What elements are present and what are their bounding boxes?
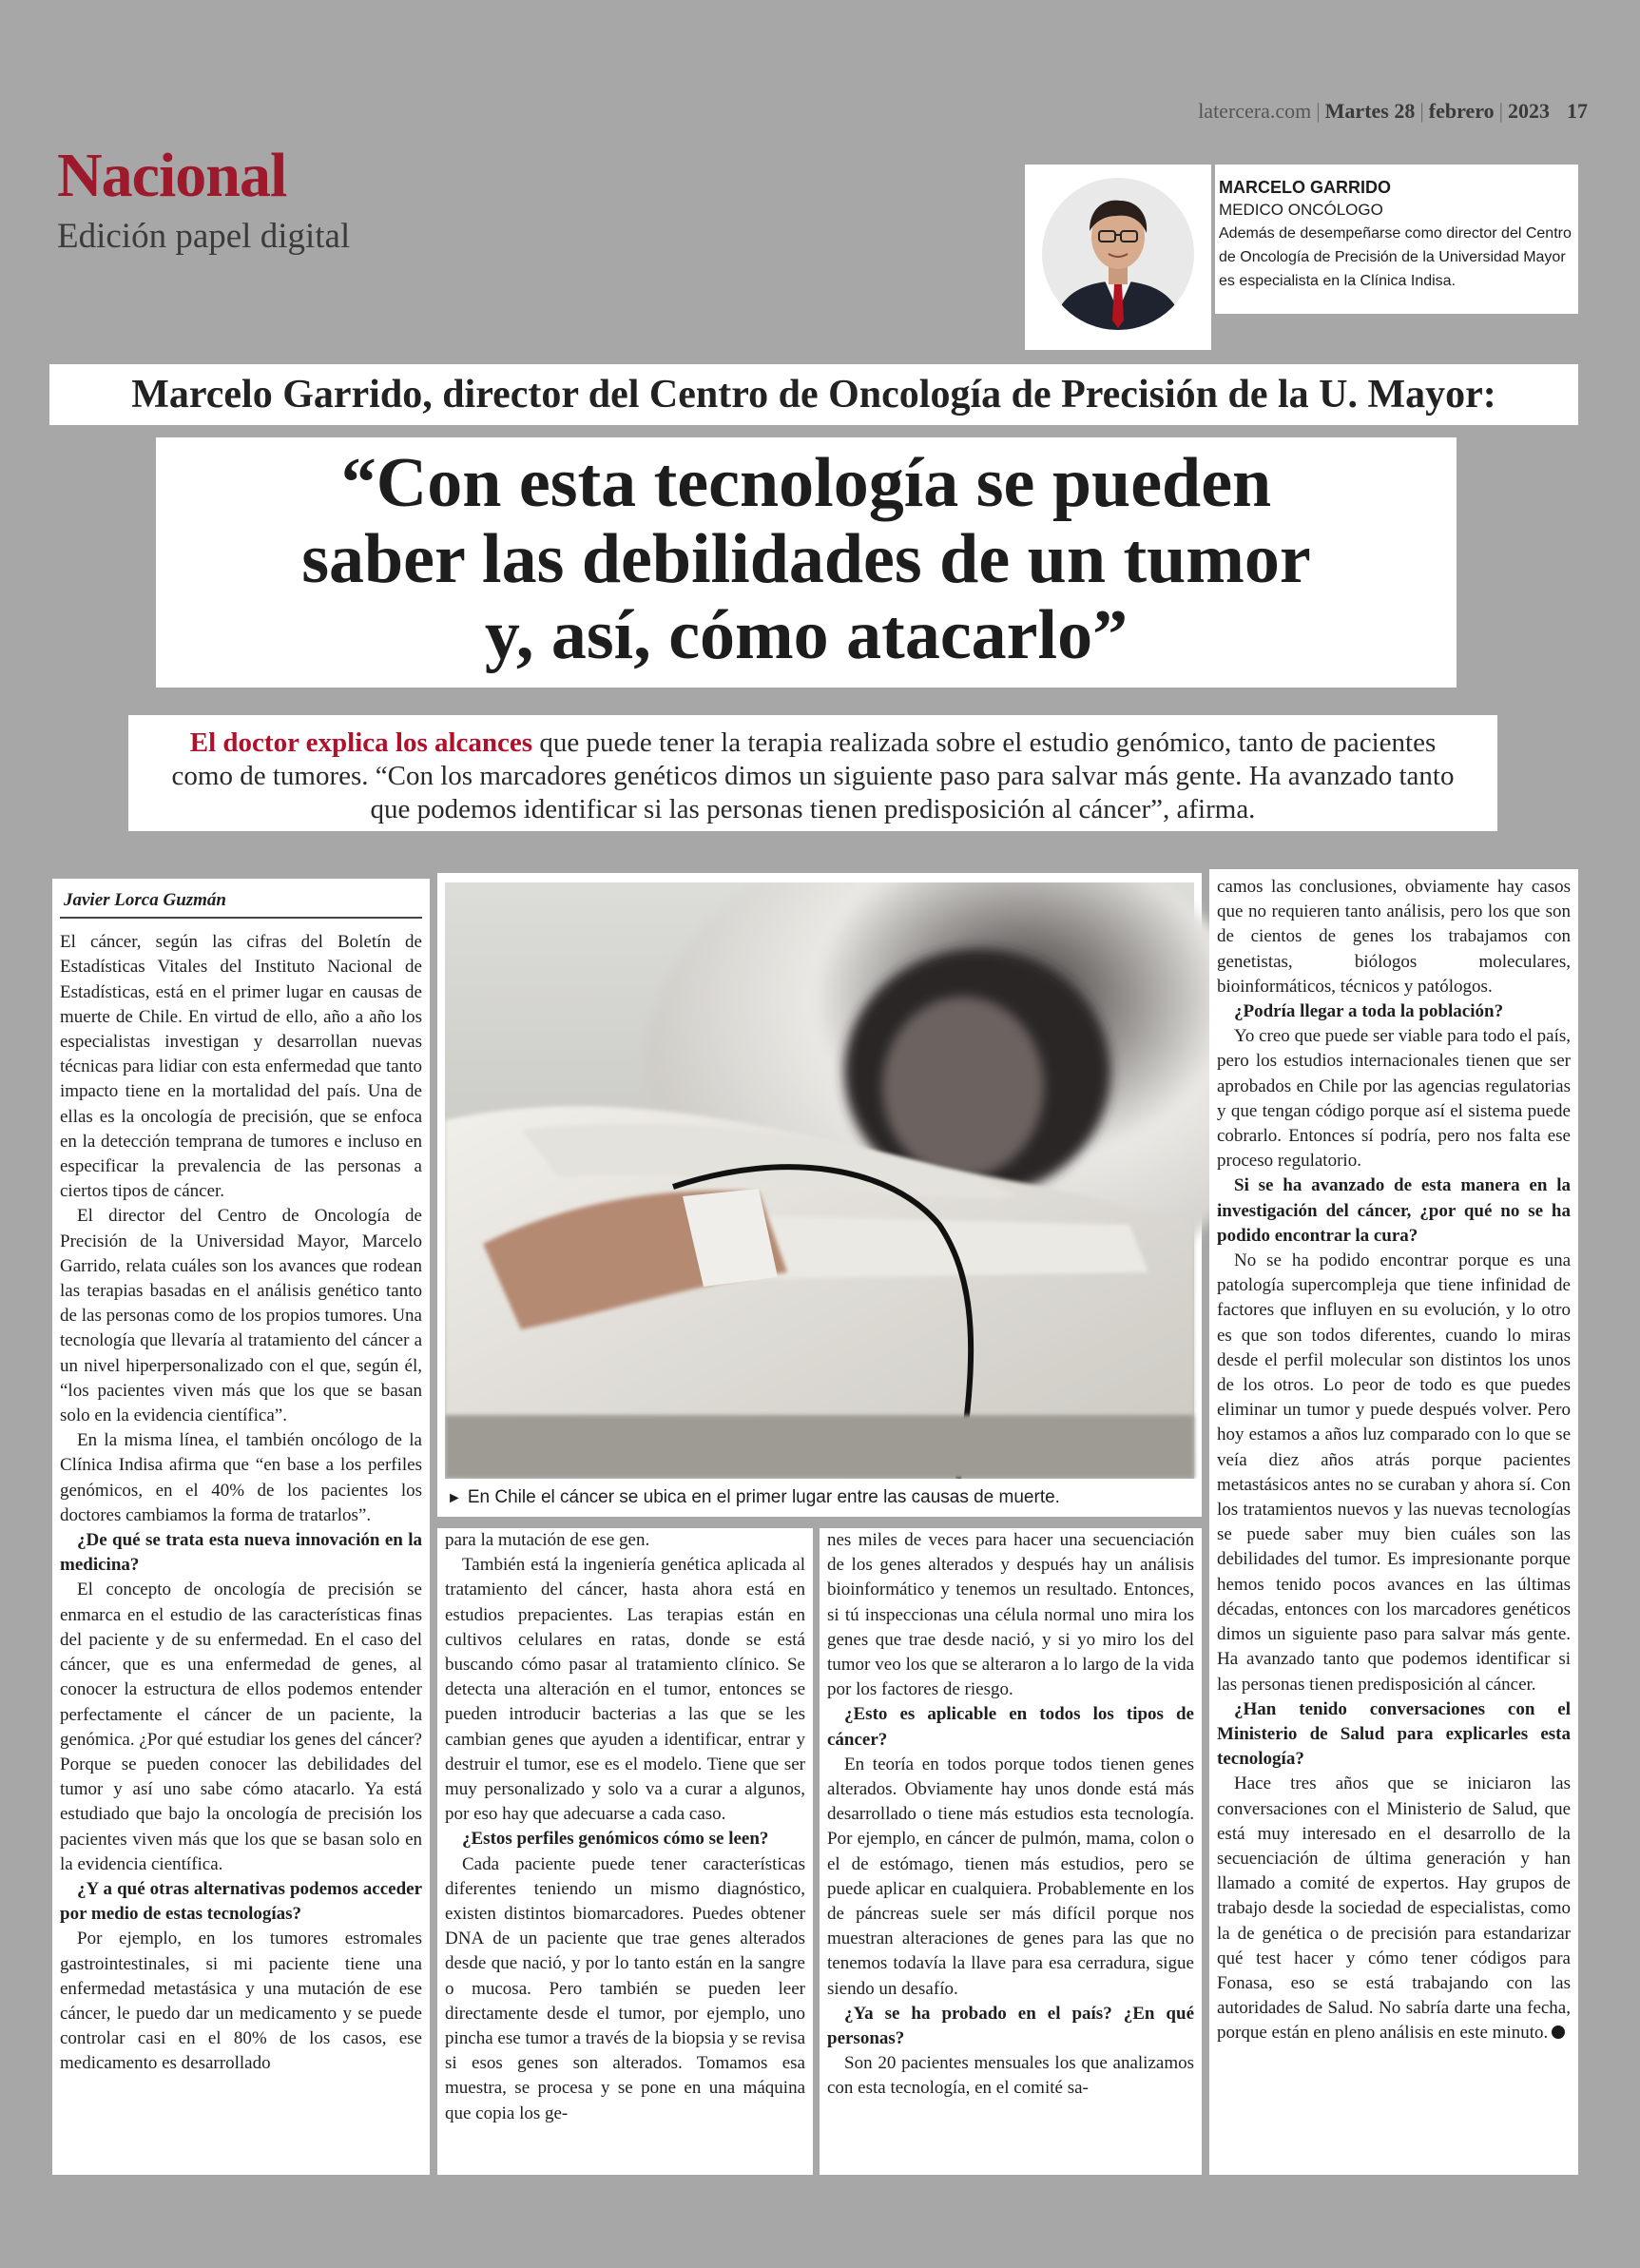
byline: Javier Lorca Guzmán	[60, 879, 422, 919]
date-month: febrero	[1428, 99, 1495, 123]
interview-question: ¿Ya se ha probado en el país? ¿En qué personas?	[827, 2003, 1194, 2049]
profile-role: MEDICO ONCÓLOGO	[1219, 201, 1383, 219]
article-paragraph: Yo creo que puede ser viable para todo el país, pero los estudios internacionales tienen que ser aprobados en Chile por las agencias regulatorias y que tengan código porque así el sistema puede cobrarlo. Entonces sí podría, pero nos falta ese proceso regulatorio.	[1217, 1026, 1571, 1172]
interview-question: ¿De qué se trata esta nueva innovación en la medicina?	[60, 1530, 422, 1576]
article-paragraph: nes miles de veces para hacer una secuenciación de los genes alterados y después hay un análisis bioinformático y tenemos un resultado. Entonces, si tú inspeccionas una célula normal uno mira los genes que trae desde nació, y si yo miro los del tumor veo los que se alteraron a lo largo de la vida por los factores de riesgo.	[827, 1530, 1194, 1700]
photo-caption	[437, 1479, 1202, 1517]
profile-name: MARCELO GARRIDO	[1219, 178, 1391, 197]
end-of-article-dot-icon	[1552, 2026, 1565, 2039]
article-paragraph: Cada paciente puede tener características diferentes teniendo un mismo diagnóstico, existen distintos biomarcadores. Puedes obtener DNA de un paciente que trae genes alterados desde que nació, y por lo tanto están en la sangre o mucosa. Pero también se pueden leer directamente desde el tumor, por ejemplo, uno pincha ese tumor a través de la biopsia y se revisa si esos genes son alterados. Tomamos esa muestra, se procesa y se pone en una máquina que copia los ge-	[445, 1853, 805, 2123]
triangle-right-icon: ►	[447, 1490, 462, 1506]
article-paragraph: Hace tres años que se iniciaron las conversaciones con el Ministerio de Salud, que está muy interesado en el desarrollo de la secuenciación de última generación y han llamado a comité de expertos. Hay grupos de trabajo desde la sociedad de especialistas, como la de genética o de precisión para estandarizar qué test hacer y cómo tener códigos para Fonasa, eso se está trabajando con las autoridades de Salud. No sabría darte una fecha, porque están en pleno análisis en este minuto.	[1217, 1774, 1571, 2044]
page-masthead: latercera.com | Martes 28 | febrero | 2023 17	[1198, 99, 1588, 123]
interview-question: ¿Y a qué otras alternativas podemos acceder por medio de estas tecnologías?	[60, 1878, 422, 1925]
interview-question: ¿Estos perfiles genómicos cómo se leen?	[462, 1829, 769, 1850]
headline-line-2: saber las debilidades de un tumor	[301, 520, 1311, 598]
headline-line-3: y, así, cómo atacarlo”	[484, 596, 1129, 674]
article-column-4	[1209, 869, 1578, 2175]
headline-kicker: Marcelo Garrido, director del Centro de Oncología de Precisión de la U. Mayor:	[49, 364, 1578, 425]
article-paragraph: En la misma línea, el también oncólogo de la Clínica Indisa afirma que “en base a los perfiles genómicos, en el 40% de los pacientes los doctores cambiamos la forma de tratarlos”.	[60, 1430, 422, 1525]
article-photo	[445, 882, 1209, 1488]
article-column-3	[820, 1528, 1202, 2175]
page-number: 17	[1567, 99, 1588, 123]
article-paragraph: No se ha podido encontrar porque es una patología supercompleja que tiene infinidad de factores que influyen en su evolución, y lo otro es que son todos diferentes, cuando lo miras desde el perfil molecular son distintos los unos de los otros. Lo peor de todo es que puedes eliminar un tumor y puede después volver. Pero hoy estamos a años luz comparado con lo que se veía diez años atrás porque pacientes metastásicos antes no se curaban y ahora sí. Con los tratamientos nuevos y las nuevas tecnologías se puede saber muy bien cuáles son las debilidades del tumor. Es impresionante porque hemos tenido pocos avances en las últimas décadas, entonces con los marcadores genéticos dimos un siguiente paso para salvar más gente. Ha avanzado tanto que podemos identificar si las personas tienen predisposición al cáncer.	[1217, 1250, 1571, 1695]
article-column-1	[52, 879, 430, 2175]
date-day: Martes 28	[1324, 99, 1416, 123]
article-paragraph: También está la ingeniería genética aplicada al tratamiento del cáncer, hasta ahora está en estudios prepacientes. Las terapias están en cultivos celulares en ratas, donde se está buscando cómo pasar al tratamiento clínico. Se detecta una alteración en el tumor, entonces se pueden introducir bacterias a las que se les cambian genes que ayuden a identificar, entrar y destruir el tumor, ese es el modelo. Tiene que ser muy personalizado y solo va a curar a algunos, por eso hay que adecuarse a cada caso.	[445, 1555, 805, 1825]
article-paragraph: camos las conclusiones, obviamente hay casos que no requieren tanto análisis, pero los que son de cientos de genes los trabajamos con genetistas, biólogos moleculares, bioinformáticos, técnicos y patólogos.	[1217, 877, 1571, 997]
section-subtitle: Edición papel digital	[57, 217, 351, 256]
article-paragraph: Son 20 pacientes mensuales los que analizamos con esta tecnología, en el comité sa-	[827, 2053, 1194, 2099]
interview-question: ¿Esto es aplicable en todos los tipos de cáncer?	[827, 1704, 1194, 1750]
interview-question: Si se ha avanzado de esta manera en la investigación del cáncer, ¿por qué no se ha podido encontrar la cura?	[1217, 1175, 1571, 1246]
article-dek	[128, 715, 1497, 831]
article-paragraph: El concepto de oncología de precisión se enmarca en el estudio de las características finas del paciente y de su enfermedad. En el caso del cáncer, que es una enfermedad de genes, al conocer la estructura de ellos podemos entender perfectamente el cáncer de un paciente, la genómica. ¿Por qué estudiar los genes del cáncer? Porque se pueden conocer las debilidades del tumor y así uno sabe cómo atacarlo. Ya está estudiado que bajo la oncología de precisión los pacientes viven más que los que se basan solo en la evidencia científica.	[60, 1580, 422, 1874]
site-name: latercera.com	[1198, 99, 1312, 123]
interview-question: ¿Han tenido conversaciones con el Ministerio de Salud para explicarles esta tecnología?	[1217, 1698, 1571, 1770]
date-year: 2023	[1508, 99, 1550, 123]
headline	[156, 437, 1457, 688]
article-paragraph: para la mutación de ese gen.	[445, 1530, 650, 1550]
interview-question: ¿Podría llegar a toda la población?	[1234, 1001, 1504, 1022]
article-photo-frame	[437, 873, 1202, 1517]
profile-bio: Además de desempeñarse como director del Centro de Oncología de Precisión de la Universidad Mayor es especialista en la Clínica Indisa.	[1219, 225, 1572, 289]
profile-portrait	[1042, 178, 1194, 330]
dek-text: que puede tener la terapia realizada sobre el estudio genómico, tanto de pacientes como de tumores. “Con los marcadores genéticos dimos un siguiente paso para salvar más gente. Ha avanzado tanto que podemos identificar si las personas tienen predisposición al cáncer”, afirma.	[171, 727, 1455, 824]
article-paragraph: El cáncer, según las cifras del Boletín de Estadísticas Vitales del Instituto Nacional de Estadísticas, está en el primer lugar en causas de muerte de Chile. En virtud de ello, año a año los especialistas investigan y desarrollan nuevas técnicas para lidiar con esta enfermedad que tanto impacto tiene en la mortalidad del país. Una de ellas es la oncología de precisión, que se enfoca en la detección temprana de tumores e incluso en especificar la prevalencia de las personas a ciertos tipos de cáncer.	[60, 932, 422, 1202]
headline-line-1: “Con esta tecnología se pueden	[340, 444, 1272, 522]
article-paragraph: El director del Centro de Oncología de Precisión de la Universidad Mayor, Marcelo Garrido, relata cuáles son los avances que rodean las terapias basadas en el análisis genético tanto de las personas como de los propios tumores. Una tecnología que llevaría al tratamiento del cáncer a un nivel hiperpersonalizado con el que, según él, “los pacientes viven más que los que se basan solo en la evidencia científica”.	[60, 1206, 422, 1426]
photo-caption-text: En Chile el cáncer se ubica en el primer lugar entre las causas de muerte.	[467, 1487, 1060, 1507]
article-paragraph: Por ejemplo, en los tumores estromales gastrointestinales, si mi paciente tiene una enfermedad metastásica y una mutación de ese cáncer, le puedo dar un medicamento y se puede controlar casi en el 80% de los casos, ese medicamento es desarrollado	[60, 1929, 422, 2074]
profile-info	[1215, 165, 1578, 314]
article-paragraph: En teoría en todos porque todos tienen genes alterados. Obviamente hay unos donde está más desarrollado o tiene más estudios esta tecnología. Por ejemplo, en cáncer de pulmón, mama, colon o el de estómago, tienen más estudios, pero se puede aplicar en cualquiera. Probablemente en los de páncreas suele ser más difícil porque nos muestran alteraciones de genes para las que no tenemos todavía la llave para esa cerradura, sigue siendo un desafío.	[827, 1754, 1194, 1999]
profile-photo-frame	[1025, 165, 1211, 350]
dek-lead: El doctor explica los alcances	[189, 727, 533, 758]
section-title: Nacional	[57, 141, 287, 210]
article-column-2	[437, 1528, 813, 2175]
